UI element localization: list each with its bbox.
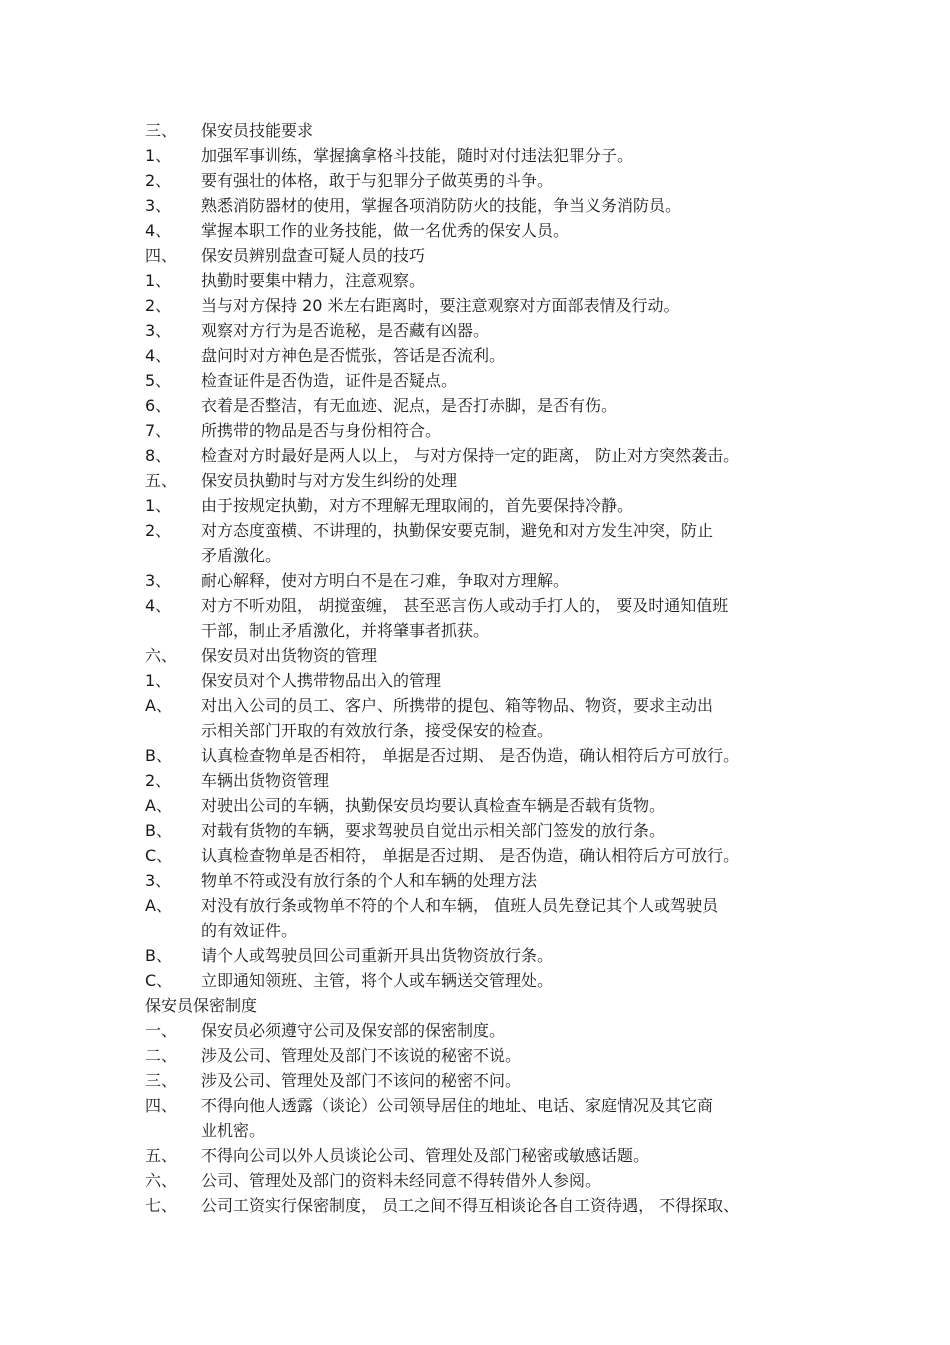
item-text: 立即通知领班、主管，将个人或车辆送交管理处。: [201, 971, 554, 990]
item-text: 对出入公司的员工、客户、所携带的提包、箱等物品、物资，要求主动出: [201, 696, 714, 715]
item-text: 检查对方时最好是两人以上， 与对方保持一定的距离， 防止对方突然袭击。: [201, 446, 740, 465]
item-text-continuation: 业机密。: [201, 1121, 266, 1140]
item-text: 对驶出公司的车辆，执勤保安员均要认真检查车辆是否载有货物。: [201, 796, 666, 815]
item-number: 7、: [145, 421, 172, 440]
item-number: 3、: [145, 571, 172, 590]
item-text: 熟悉消防器材的使用，掌握各项消防防火的技能，争当义务消防员。: [201, 196, 682, 215]
item-text: 涉及公司、管理处及部门不该问的秘密不问。: [201, 1071, 522, 1090]
item-text: 掌握本职工作的业务技能，做一名优秀的保安人员。: [201, 221, 570, 240]
item-number: A、: [145, 696, 172, 715]
item-number: 4、: [145, 221, 172, 240]
item-text-continuation: 矛盾激化。: [201, 546, 282, 565]
item-text: 观察对方行为是否诡秘，是否藏有凶器。: [201, 321, 490, 340]
item-text: 车辆出货物资管理: [201, 771, 330, 790]
item-number: 8、: [145, 446, 172, 465]
item-text-continuation: 示相关部门开取的有效放行条，接受保安的检查。: [201, 721, 554, 740]
item-number: 4、: [145, 346, 172, 365]
item-number: C、: [145, 971, 173, 990]
item-number: B、: [145, 746, 172, 765]
item-text: 保安员技能要求: [201, 121, 314, 140]
item-number: 五、: [145, 471, 178, 490]
item-text: 保安员对个人携带物品出入的管理: [201, 671, 442, 690]
item-number: 三、: [145, 121, 178, 140]
item-number: B、: [145, 946, 172, 965]
item-number: 1、: [145, 146, 172, 165]
item-number: 1、: [145, 496, 172, 515]
item-number: 五、: [145, 1146, 178, 1165]
item-number: 4、: [145, 596, 172, 615]
item-number: 六、: [145, 1171, 178, 1190]
item-number: 一、: [145, 1021, 178, 1040]
item-number: 六、: [145, 646, 178, 665]
item-number: 6、: [145, 396, 172, 415]
item-text: 公司工资实行保密制度， 员工之间不得互相谈论各自工资待遇， 不得探取、: [201, 1196, 740, 1215]
item-text: 由于按规定执勤，对方不理解无理取闹的，首先要保持冷静。: [201, 496, 634, 515]
item-text: 公司、管理处及部门的资料未经同意不得转借外人参阅。: [201, 1171, 602, 1190]
item-text: 所携带的物品是否与身份相符合。: [201, 421, 442, 440]
item-number: 二、: [145, 1046, 178, 1065]
item-text: 对载有货物的车辆，要求驾驶员自觉出示相关部门签发的放行条。: [201, 821, 666, 840]
item-number: 四、: [145, 246, 178, 265]
item-text-continuation: 干部，制止矛盾激化，并将肇事者抓获。: [201, 621, 490, 640]
section-heading: 保安员保密制度: [145, 996, 258, 1015]
item-text: 要有强壮的体格，敢于与犯罪分子做英勇的斗争。: [201, 171, 554, 190]
item-number: 5、: [145, 371, 172, 390]
item-text: 保安员必须遵守公司及保安部的保密制度。: [201, 1021, 506, 1040]
item-number: 2、: [145, 296, 172, 315]
item-text: 对方不听劝阻， 胡搅蛮缠， 甚至恶言伤人或动手打人的， 要及时通知值班: [201, 596, 729, 615]
item-text: 对方态度蛮横、不讲理的，执勤保安要克制，避免和对方发生冲突，防止: [201, 521, 714, 540]
item-text: 不得向他人透露（谈论）公司领导居住的地址、电话、家庭情况及其它商: [201, 1096, 714, 1115]
item-number: 3、: [145, 321, 172, 340]
item-number: A、: [145, 896, 172, 915]
item-text: 认真检查物单是否相符， 单据是否过期、 是否伪造，确认相符后方可放行。: [201, 846, 740, 865]
item-text: 耐心解释，使对方明白不是在刁难，争取对方理解。: [201, 571, 570, 590]
item-text: 盘问时对方神色是否慌张，答话是否流利。: [201, 346, 506, 365]
item-number: 四、: [145, 1096, 178, 1115]
item-text: 认真检查物单是否相符， 单据是否过期、 是否伪造，确认相符后方可放行。: [201, 746, 740, 765]
item-text: 保安员执勤时与对方发生纠纷的处理: [201, 471, 458, 490]
item-number: C、: [145, 846, 173, 865]
item-text: 不得向公司以外人员谈论公司、管理处及部门秘密或敏感话题。: [201, 1146, 650, 1165]
item-number: 2、: [145, 771, 172, 790]
item-text: 检查证件是否伪造，证件是否疑点。: [201, 371, 458, 390]
item-text: 物单不符或没有放行条的个人和车辆的处理方法: [201, 871, 538, 890]
item-number: 三、: [145, 1071, 178, 1090]
item-number: B、: [145, 821, 172, 840]
item-text: 涉及公司、管理处及部门不该说的秘密不说。: [201, 1046, 522, 1065]
item-text-continuation: 的有效证件。: [201, 921, 298, 940]
item-text: 保安员对出货物资的管理: [201, 646, 378, 665]
item-number: 2、: [145, 521, 172, 540]
item-number: A、: [145, 796, 172, 815]
item-text: 当与对方保持 20 米左右距离时，要注意观察对方面部表情及行动。: [201, 296, 680, 315]
item-text: 保安员辨别盘查可疑人员的技巧: [201, 246, 426, 265]
item-text: 加强军事训练，掌握擒拿格斗技能，随时对付违法犯罪分子。: [201, 146, 634, 165]
item-text: 请个人或驾驶员回公司重新开具出货物资放行条。: [201, 946, 554, 965]
item-number: 七、: [145, 1196, 178, 1215]
item-number: 1、: [145, 671, 172, 690]
item-number: 1、: [145, 271, 172, 290]
item-number: 3、: [145, 871, 172, 890]
item-text: 执勤时要集中精力，注意观察。: [201, 271, 426, 290]
item-number: 2、: [145, 171, 172, 190]
item-text: 对没有放行条或物单不符的个人和车辆， 值班人员先登记其个人或驾驶员: [201, 896, 719, 915]
item-text: 衣着是否整洁，有无血迹、泥点，是否打赤脚，是否有伤。: [201, 396, 618, 415]
item-number: 3、: [145, 196, 172, 215]
